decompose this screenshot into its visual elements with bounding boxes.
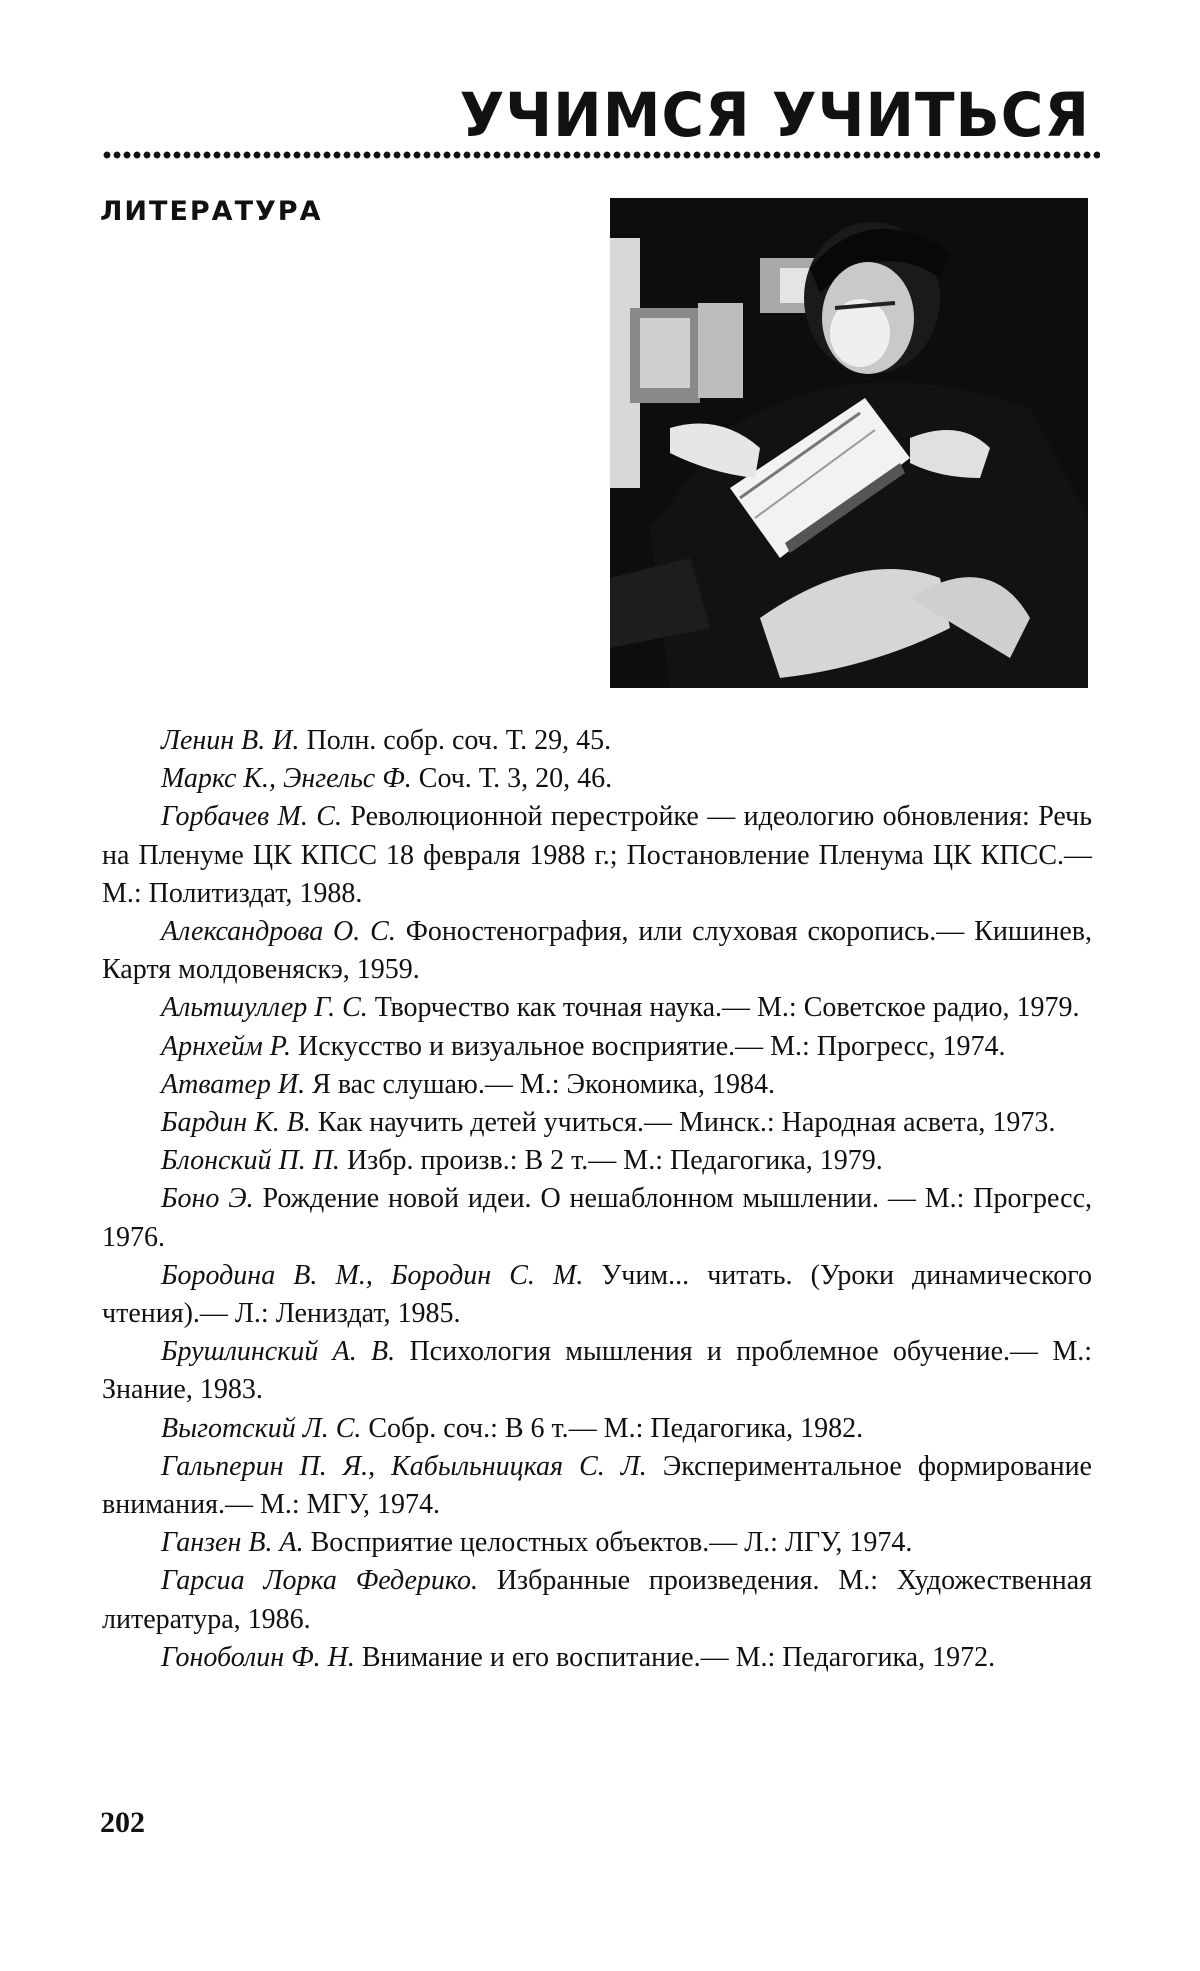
reference-text: Революционной перестройке — идеологию обновления: Речь на Пленуме ЦК КПСС 18 февраля 1988 г.; Постановление Пленума ЦК КПСС.— М.: Политиздат, 1988. xyxy=(102,801,1092,908)
reference-entry xyxy=(102,1410,1092,1448)
reference-text: Избранные произведения. М.: Художественная литература, 1986. xyxy=(102,1565,1092,1634)
reference-entry xyxy=(102,722,1092,760)
reference-text: Как научить детей учиться.— Минск.: Народная асвета, 1973. xyxy=(311,1107,1056,1138)
reference-text: Избр. произв.: В 2 т.— М.: Педагогика, 1979. xyxy=(340,1145,883,1176)
reference-author: Ленин В. И. xyxy=(161,725,300,756)
reference-author: Блонский П. П. xyxy=(161,1145,340,1176)
reference-text: Учим... читать. (Уроки динамического чтения).— Л.: Лениздат, 1985. xyxy=(102,1260,1092,1329)
dotted-divider xyxy=(102,150,1100,160)
reference-text: Искусство и визуальное восприятие.— М.: Прогресс, 1974. xyxy=(291,1031,1005,1062)
reference-text: Полн. собр. соч. Т. 29, 45. xyxy=(300,725,612,756)
reference-list xyxy=(102,722,1092,1677)
reference-text: Экспериментальное формирование внимания.— М.: МГУ, 1974. xyxy=(102,1451,1092,1520)
reference-author: Арнхейм Р. xyxy=(161,1031,291,1062)
reference-author: Альтшуллер Г. С. xyxy=(161,992,368,1023)
reference-text: Я вас слушаю.— М.: Экономика, 1984. xyxy=(305,1069,775,1100)
reference-author: Атватер И. xyxy=(161,1069,305,1100)
reference-text: Восприятие целостных объектов.— Л.: ЛГУ, 1974. xyxy=(304,1527,913,1558)
reference-author: Ганзен В. А. xyxy=(161,1527,304,1558)
running-head-title: УЧИМСЯ УЧИТЬСЯ xyxy=(460,85,1090,146)
reference-entry xyxy=(102,989,1092,1027)
reference-author: Александрова О. С. xyxy=(161,916,396,947)
page-number: 202 xyxy=(100,1806,145,1840)
reference-author: Брушлинский А. В. xyxy=(161,1336,395,1367)
reference-author: Гарсиа Лорка Федерико. xyxy=(161,1565,478,1596)
reference-entry xyxy=(102,1028,1092,1066)
reference-entry xyxy=(102,1562,1092,1638)
reference-author: Горбачев М. С. xyxy=(161,801,342,832)
reference-entry xyxy=(102,798,1092,913)
reference-author: Выготский Л. С. xyxy=(161,1413,361,1444)
reference-entry xyxy=(102,760,1092,798)
reference-entry xyxy=(102,1142,1092,1180)
section-title: ЛИТЕРАТУРА xyxy=(100,196,323,227)
reference-entry xyxy=(102,1257,1092,1333)
reference-author: Маркс К., Энгельс Ф. xyxy=(161,763,412,794)
reference-text: Рождение новой идеи. О нешаблонном мышлении. — М.: Прогресс, 1976. xyxy=(102,1183,1092,1252)
reference-author: Гоноболин Ф. Н. xyxy=(161,1642,355,1673)
reference-text: Творчество как точная наука.— М.: Советское радио, 1979. xyxy=(368,992,1080,1023)
reference-entry xyxy=(102,1448,1092,1524)
reference-entry xyxy=(102,1524,1092,1562)
reference-text: Внимание и его воспитание.— М.: Педагогика, 1972. xyxy=(355,1642,995,1673)
reference-text: Фоностенография, или слуховая скоропись.— Кишинев, Картя молдовеняскэ, 1959. xyxy=(102,916,1092,985)
reference-author: Боно Э. xyxy=(161,1183,254,1214)
reference-entry xyxy=(102,913,1092,989)
photo-boy-reading-book xyxy=(610,198,1088,688)
reference-entry xyxy=(102,1333,1092,1409)
reference-text: Собр. соч.: В 6 т.— М.: Педагогика, 1982. xyxy=(361,1413,863,1444)
reference-entry xyxy=(102,1180,1092,1256)
reference-entry xyxy=(102,1066,1092,1104)
reference-author: Бардин К. В. xyxy=(161,1107,311,1138)
reference-author: Гальперин П. Я., Кабыльницкая С. Л. xyxy=(161,1451,647,1482)
reference-text: Психология мышления и проблемное обучение.— М.: Знание, 1983. xyxy=(102,1336,1092,1405)
reference-text: Соч. Т. 3, 20, 46. xyxy=(412,763,612,794)
reference-author: Бородина В. М., Бородин С. М. xyxy=(161,1260,583,1291)
reference-entry xyxy=(102,1104,1092,1142)
reference-entry xyxy=(102,1639,1092,1677)
